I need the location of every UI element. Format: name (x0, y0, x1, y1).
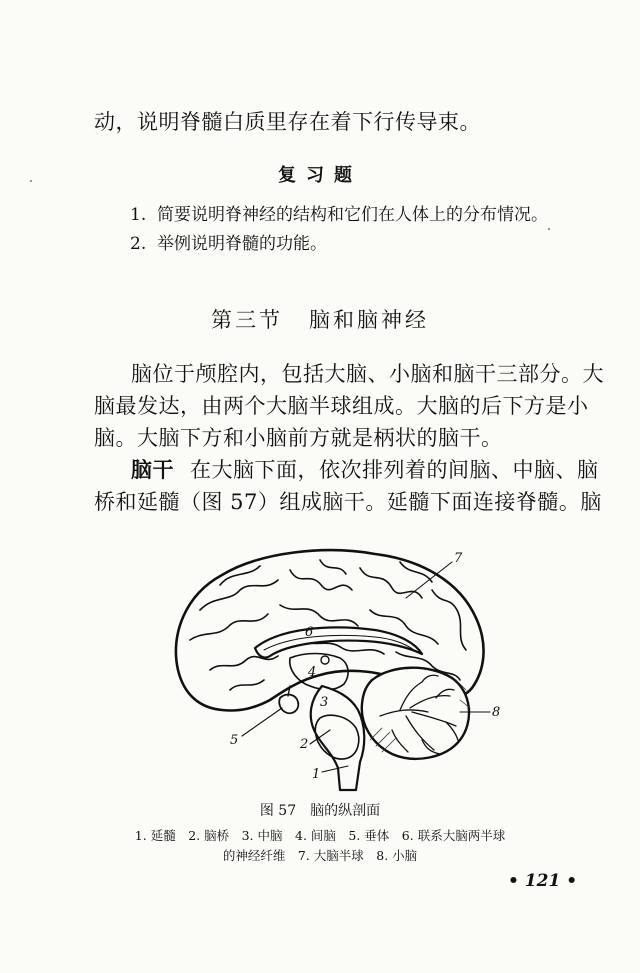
paragraph-line (131, 454, 640, 484)
callout-8: 8 (492, 705, 501, 720)
figure-legend-line-2: 的神经纤维 7. 大脑半球 8. 小脑 (222, 848, 418, 863)
review-question-2 (130, 229, 640, 254)
figure-caption: 图 57 脑的纵剖面 (259, 803, 381, 819)
continuation-line: 动，说明脊髓白质里存在着下行传导束。 (94, 110, 481, 134)
callout-5: 5 (230, 733, 239, 748)
page-number: • 121 • (508, 871, 578, 891)
callout-1: 1 (312, 767, 321, 782)
pituitary (279, 695, 298, 714)
callout-7: 7 (454, 551, 463, 566)
question-text: 举例说明脊髓的功能。 (157, 234, 328, 254)
review-heading: 复习题 (278, 165, 362, 186)
question-text: 简要说明脊神经的结构和它们在人体上的分布情况。 (157, 205, 549, 225)
paragraph-line: 脑最发达，由两个大脑半球组成。大脑的后下方是小 (94, 394, 589, 418)
term-brainstem: 脑干 (131, 458, 174, 482)
question-number: 1. (130, 205, 147, 225)
paragraph-line: 桥和延髓（图 57）组成脑干。延髓下面连接脊髓。脑 (94, 490, 602, 514)
question-number: 2. (130, 234, 147, 254)
review-question-1 (130, 200, 640, 225)
brain-sagittal-figure (160, 540, 540, 796)
scan-speck (30, 180, 32, 182)
scan-speck (548, 228, 550, 230)
paragraph-line: 脑位于颅腔内，包括大脑、小脑和脑干三部分。大 (131, 362, 604, 386)
paragraph-text: 在大脑下面，依次排列着的间脑、中脑、脑 (190, 458, 599, 482)
section-label: 第三节 (211, 308, 283, 332)
callout-2: 2 (300, 737, 309, 752)
paragraph-line: 脑。大脑下方和小脑前方就是柄状的脑干。 (94, 426, 503, 450)
section-heading (0, 304, 640, 334)
callout-3: 3 (320, 695, 329, 710)
callout-4: 4 (308, 665, 317, 680)
callout-6: 6 (305, 625, 314, 640)
section-title: 脑和脑神经 (309, 308, 429, 332)
figure-legend-line-1: 1. 延髓 2. 脑桥 3. 中脑 4. 间脑 5. 垂体 6. 联系大脑两半球 (134, 828, 506, 843)
